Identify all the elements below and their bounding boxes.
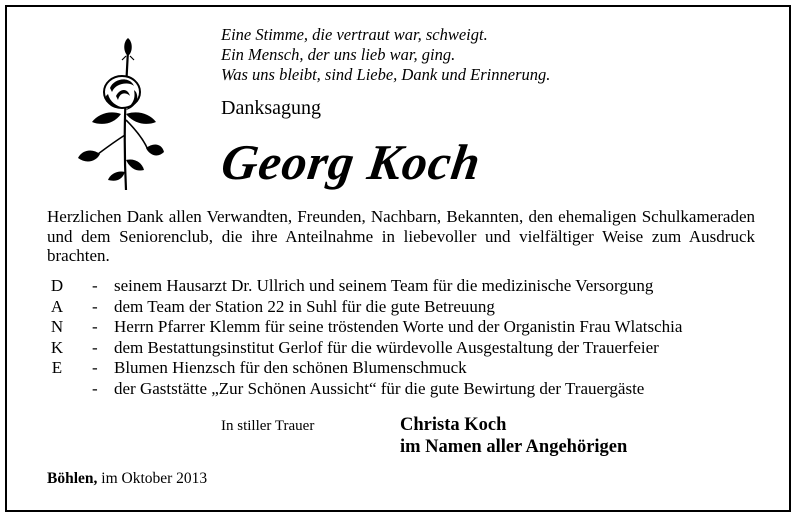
danke-letter: E: [51, 358, 63, 377]
list-dash: -: [92, 337, 98, 357]
list-item: [92, 317, 682, 338]
place-name: Böhlen,: [47, 470, 98, 487]
danke-letter: N: [50, 317, 64, 336]
mourning-label: In stiller Trauer: [221, 418, 315, 434]
signature-name: Christa Koch: [400, 415, 507, 435]
list-item-text: dem Bestattungsinstitut Gerlof für die würdevolle Ausgestaltung der Trauerfeier: [114, 337, 659, 357]
list-item: [92, 338, 682, 359]
intro-text: Herzlichen Dank allen Verwandten, Freunden, Nachbarn, Bekannten, den ehemaligen Schulkameraden und dem Seniorenclub, die ihre Anteilnahme in liebevoller und vielfältiger Weise zum Ausdruck brachten.: [47, 207, 755, 265]
danke-letter: K: [50, 337, 64, 357]
list-dash: -: [92, 296, 98, 316]
deceased-name: Georg Koch: [218, 134, 485, 190]
list-item-text: dem Team der Station 22 in Suhl für die gute Betreuung: [114, 296, 495, 316]
list-item: [92, 297, 682, 318]
signature-block: [400, 414, 627, 458]
list-item-text: Herrn Pfarrer Klemm für seine tröstenden Worte und der Organistin Frau Wlatschia: [114, 317, 683, 336]
list-item: [92, 358, 682, 379]
list-dash: -: [92, 358, 98, 377]
danke-vertical: [47, 276, 67, 379]
rose-icon: [76, 30, 164, 195]
danke-letter: A: [50, 296, 64, 316]
verse-line: Ein Mensch, der uns lieb war, ging.: [221, 45, 456, 64]
list-item-text: seinem Hausarzt Dr. Ullrich und seinem Team für die medizinische Versorgung: [114, 276, 654, 295]
list-item-text: Blumen Hienzsch für den schönen Blumenschmuck: [114, 358, 467, 377]
verse-line: Eine Stimme, die vertraut war, schweigt.: [221, 25, 488, 44]
list-item-text: der Gaststätte „Zur Schönen Aussicht“ für die gute Bewirtung der Trauergäste: [114, 378, 645, 398]
verse-line: Was uns bleibt, sind Liebe, Dank und Erinnerung.: [221, 65, 551, 84]
list-item: [92, 276, 682, 297]
heading-danksagung: Danksagung: [221, 97, 321, 119]
list-dash: -: [92, 378, 98, 398]
date-text: im Oktober 2013: [101, 470, 208, 487]
signature-family: im Namen aller Angehörigen: [400, 437, 628, 457]
list-dash: -: [92, 276, 98, 295]
thanks-list: [92, 276, 682, 399]
danke-letter: D: [50, 276, 64, 295]
list-dash: -: [92, 317, 98, 336]
list-item: [92, 379, 682, 400]
intro-paragraph: [47, 207, 755, 266]
place-date: [47, 470, 207, 488]
memorial-verse: [221, 25, 550, 85]
